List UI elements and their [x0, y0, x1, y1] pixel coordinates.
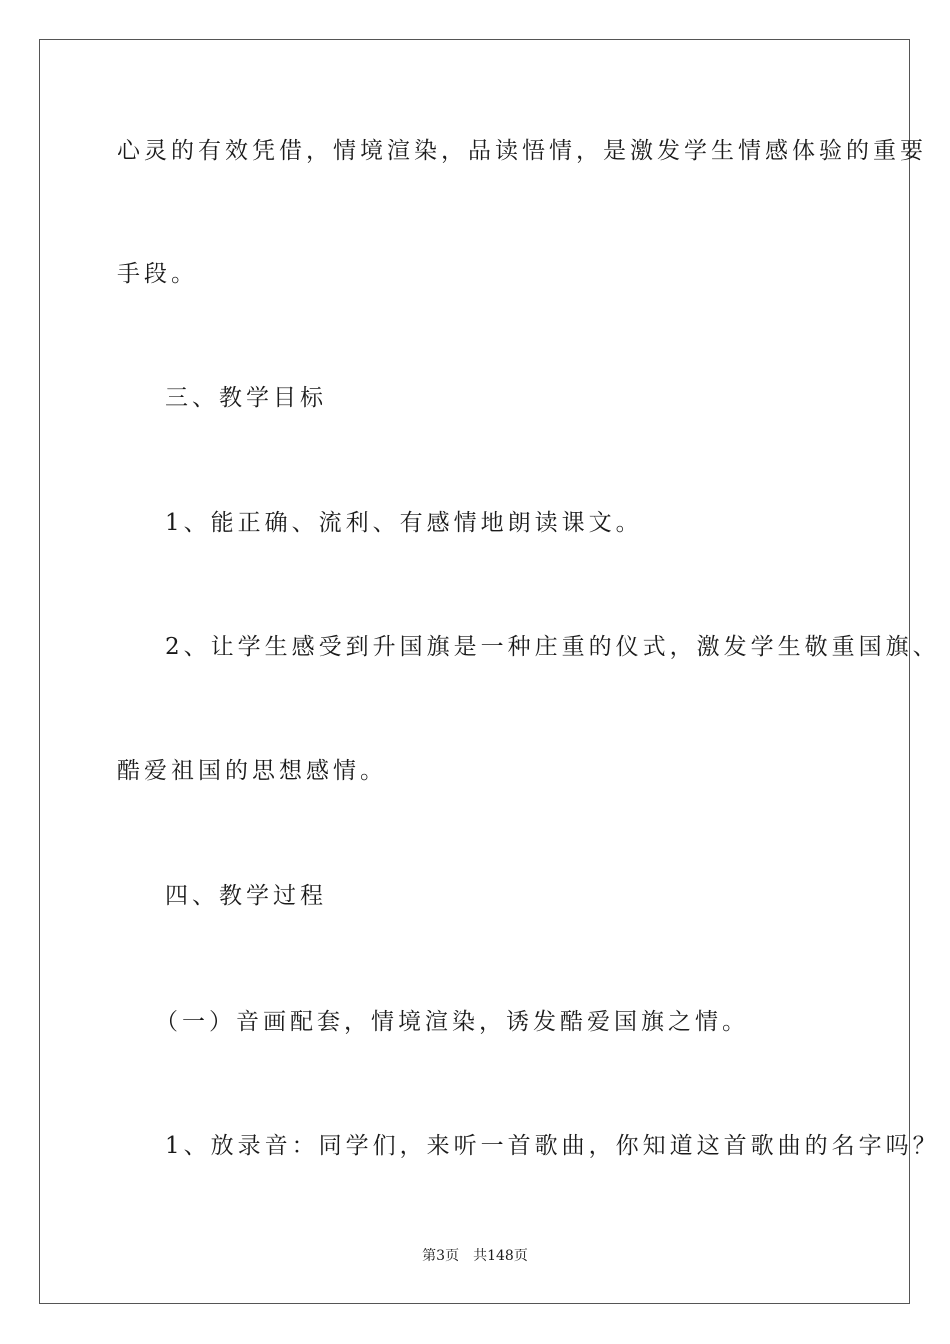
section-heading-goals: 三、教学目标 — [165, 385, 327, 411]
section-heading-process: 四、教学过程 — [165, 883, 327, 909]
body-line-2: 手段。 — [117, 261, 198, 287]
page-number: 第3页 — [422, 1248, 460, 1264]
goal-item-2-continued: 酷爱祖国的思想感情。 — [117, 758, 387, 784]
process-subheading-1: （一）音画配套，情境渲染，诱发酷爱国旗之情。 — [155, 1009, 749, 1035]
goal-item-1: 1、能正确、流利、有感情地朗读课文。 — [165, 510, 643, 536]
page-total: 共148页 — [473, 1248, 528, 1264]
page-border — [39, 39, 910, 1304]
process-step-1: 1、放录音：同学们，来听一首歌曲，你知道这首歌曲的名字吗？ — [165, 1133, 940, 1159]
page-footer — [0, 1247, 950, 1265]
goal-item-2: 2、让学生感受到升国旗是一种庄重的仪式，激发学生敬重国旗、 — [165, 634, 940, 660]
body-line-1: 心灵的有效凭借，情境渲染，品读悟情，是激发学生情感体验的重要 — [117, 138, 927, 164]
